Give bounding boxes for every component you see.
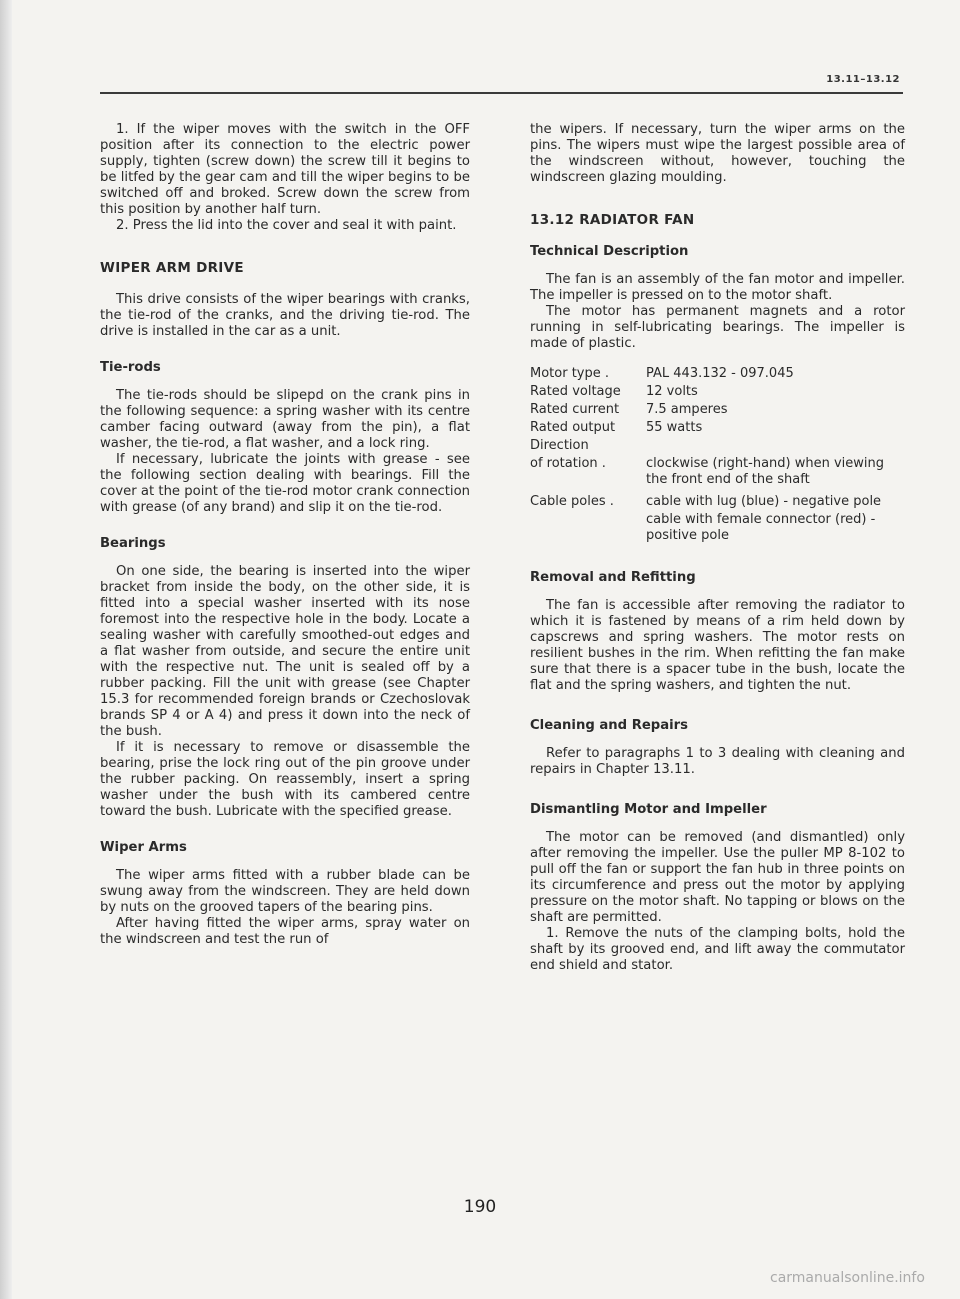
section-code-header: 13.11–13.12 — [826, 74, 900, 85]
technical-paragraph-2: The motor has permanent magnets and a rotor running in self-lubricating bearings. The impeller is made of plastic. — [530, 304, 905, 351]
spec-value: 12 volts — [646, 384, 698, 399]
spec-key — [530, 512, 646, 544]
spec-value: 7.5 amperes — [646, 402, 728, 417]
page-binding-edge — [0, 0, 12, 1299]
site-watermark: carmanualsonline.info — [770, 1270, 925, 1286]
bearings-paragraph-1: On one side, the bearing is inserted into the wiper bracket from inside the body, on the other side, it is fitted into a special washer inserted with its nose foremost into the respective hole in the body. Locate a sealing washer with carefully smoothed-out edges and a flat washer from outside, and secure the entire unit with the respective nut. The unit is sealed off by a rubber packing. Fill the unit with grease (see Chapter 15.3 for recommended foreign brands or Czechoslovak brands SP 4 or A 4) and press it down into the neck of the bush. — [100, 564, 470, 739]
dismantling-paragraph-2: 1. Remove the nuts of the clamping bolts, hold the shaft by its grooved end, and lift away the commutator end shield and stator. — [530, 926, 905, 973]
wiper-arm-drive-paragraph: This drive consists of the wiper bearings with cranks, the tie-rod of the cranks, and the driving tie-rod. The drive is installed in the car as a unit. — [100, 292, 470, 339]
header-rule — [100, 92, 903, 94]
spec-value — [646, 438, 905, 454]
spec-key: Motor type . — [530, 366, 610, 381]
cleaning-repairs-paragraph: Refer to paragraphs 1 to 3 dealing with cleaning and repairs in Chapter 13.11. — [530, 746, 905, 777]
spec-key: Rated current — [530, 402, 620, 417]
spec-key: of rotation . — [530, 456, 606, 471]
wiper-arms-paragraph-1: The wiper arms fitted with a rubber blade can be swung away from the windscreen. They are held down by nuts on the grooved tapers of the bearing pins. — [100, 868, 470, 915]
technical-paragraph-1: The fan is an assembly of the fan motor and impeller. The impeller is pressed on to the motor shaft. — [530, 272, 905, 303]
right-column — [530, 122, 905, 974]
spec-value: cable with female connector (red) - positive pole — [646, 512, 876, 543]
wiper-arm-drive-heading: WIPER ARM DRIVE — [100, 260, 244, 276]
spec-value: PAL 443.132 - 097.045 — [646, 366, 794, 381]
step-2-paragraph: 2. Press the lid into the cover and seal it with paint. — [116, 218, 457, 233]
dismantling-heading: Dismantling Motor and Impeller — [530, 802, 767, 817]
spec-key: Cable poles . — [530, 494, 614, 509]
bearings-heading: Bearings — [100, 536, 166, 551]
wiper-arms-heading: Wiper Arms — [100, 840, 187, 855]
spec-value: cable with lug (blue) - negative pole — [646, 494, 882, 509]
removal-refitting-heading: Removal and Refitting — [530, 570, 696, 585]
bearings-paragraph-2: If it is necessary to remove or disassemble the bearing, prise the lock ring out of the pin groove under the rubber packing. On reassembly, insert a spring washer under the bush with its cambered centre toward the bush. Lubricate with the specified grease. — [100, 740, 470, 819]
spec-key: Rated output — [530, 420, 616, 435]
wipers-continuation-paragraph: the wipers. If necessary, turn the wiper arms on the pins. The wipers must wipe the largest possible area of the windscreen without, however, touching the windscreen glazing moulding. — [530, 122, 905, 185]
spec-value: clockwise (right-hand) when viewing the front end of the shaft — [646, 456, 885, 487]
spec-value: 55 watts — [646, 420, 703, 435]
radiator-fan-section-heading: 13.12 RADIATOR FAN — [530, 212, 695, 228]
cleaning-repairs-heading: Cleaning and Repairs — [530, 718, 688, 733]
tie-rods-paragraph-2: If necessary, lubricate the joints with grease - see the following section dealing with bearings. Fill the cover at the point of the tie-rod motor crank connection with grease (of any brand) and slip it on the tie-rod. — [100, 452, 470, 515]
spec-key: Direction — [530, 438, 589, 453]
left-column — [100, 122, 470, 948]
tie-rods-heading: Tie-rods — [100, 360, 161, 375]
motor-spec-table — [530, 366, 905, 544]
dismantling-paragraph-1: The motor can be removed (and dismantled) only after removing the impeller. Use the puller MP 8-102 to pull off the fan or support the fan hub in three points on its circumference and press out the motor by applying pressure on the motor shaft. No tapping or blows on the shaft are permitted. — [530, 830, 905, 925]
spec-key: Rated voltage — [530, 384, 621, 399]
tie-rods-paragraph-1: The tie-rods should be slipepd on the crank pins in the following sequence: a spring washer with its centre camber facing outward (away from the pin), a flat washer, the tie-rod, a flat washer, and a lock ring. — [100, 388, 470, 451]
removal-refitting-paragraph: The fan is accessible after removing the radiator to which it is fastened by means of a rim held down by capscrews and spring washers. The motor rests on resilient bushes in the rim. When refitting the fan make sure that there is a spacer tube in the bush, locate the flat and the spring washers, and tighten the nut. — [530, 598, 905, 693]
page-number: 190 — [463, 1197, 497, 1217]
step-1-paragraph: 1. If the wiper moves with the switch in the OFF position after its connection to the electric power supply, tighten (screw down) the screw till it begins to be litfed by the gear cam and till the wiper begins to be switched off and broked. Screw down the screw from this position by another half turn. — [100, 122, 470, 217]
wiper-arms-paragraph-2: After having fitted the wiper arms, spray water on the windscreen and test the run of — [100, 916, 470, 947]
technical-description-heading: Technical Description — [530, 244, 689, 259]
